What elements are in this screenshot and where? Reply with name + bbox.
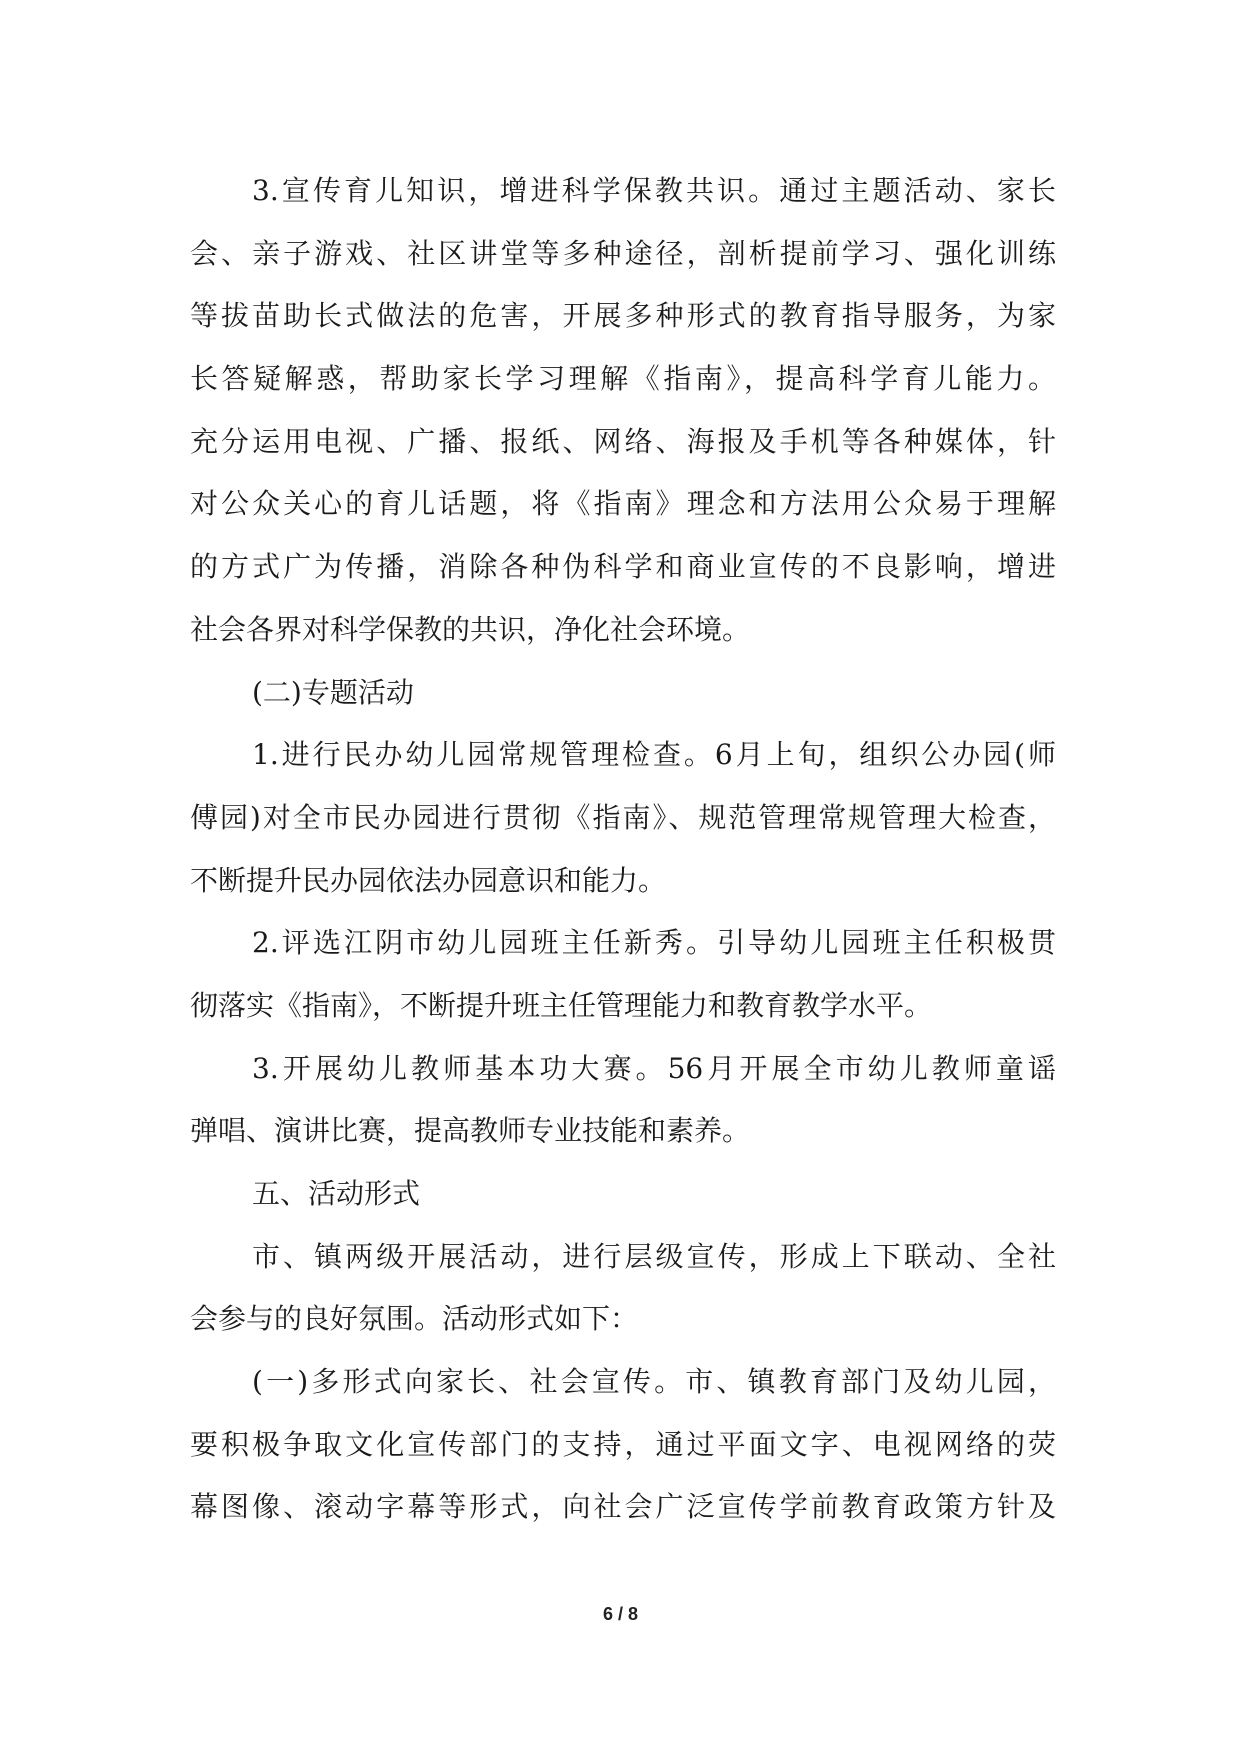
text-line: 会、亲子游戏、社区讲堂等多种途径，剖析提前学习、强化训练 bbox=[190, 236, 1056, 270]
text-line: 1.进行民办幼儿园常规管理检查。6月上旬，组织公办园(师 bbox=[252, 738, 1056, 772]
text-line: 不断提升民办园依法办园意识和能力。 bbox=[190, 863, 667, 897]
text-line: 傅园)对全市民办园进行贯彻《指南》、规范管理常规管理大检查， bbox=[190, 800, 1056, 834]
text-line: 社会各界对科学保教的共识，净化社会环境。 bbox=[190, 612, 751, 646]
text-line: 3.宣传育儿知识，增进科学保教共识。通过主题活动、家长 bbox=[252, 174, 1056, 207]
text-line: 等拔苗助长式做法的危害，开展多种形式的教育指导服务，为家 bbox=[190, 299, 1056, 333]
text-line: 长答疑解惑，帮助家长学习理解《指南》，提高科学育儿能力。 bbox=[190, 362, 1056, 396]
page-number: 6 / 8 bbox=[602, 1604, 639, 1624]
text-line: 2.评选江阴市幼儿园班主任新秀。引导幼儿园班主任积极贯 bbox=[252, 926, 1056, 960]
text-line: (一)多形式向家长、社会宣传。市、镇教育部门及幼儿园， bbox=[252, 1365, 1056, 1399]
text-line: 弹唱、演讲比赛，提高教师专业技能和素养。 bbox=[190, 1114, 751, 1148]
text-line: 彻落实《指南》，不断提升班主任管理能力和教育教学水平。 bbox=[190, 988, 933, 1022]
text-line: 3.开展幼儿教师基本功大赛。56月开展全市幼儿教师童谣 bbox=[252, 1051, 1056, 1085]
text-line: 要积极争取文化宣传部门的支持，通过平面文字、电视网络的荧 bbox=[190, 1427, 1056, 1461]
text-line: 市、镇两级开展活动，进行层级宣传，形成上下联动、全社 bbox=[252, 1239, 1056, 1273]
text-line: 会参与的良好氛围。活动形式如下： bbox=[190, 1302, 639, 1336]
text-line: 的方式广为传播，消除各种伪科学和商业宣传的不良影响，增进 bbox=[190, 550, 1056, 584]
document-body bbox=[190, 160, 1056, 1539]
text-line: 对公众关心的育儿话题，将《指南》理念和方法用公众易于理解 bbox=[190, 487, 1056, 521]
text-line: 充分运用电视、广播、报纸、网络、海报及手机等各种媒体，针 bbox=[190, 424, 1056, 458]
text-line: (二)专题活动 bbox=[252, 675, 414, 709]
text-line: 幕图像、滚动字幕等形式，向社会广泛宣传学前教育政策方针及 bbox=[190, 1490, 1056, 1524]
text-line: 五、活动形式 bbox=[252, 1177, 421, 1210]
